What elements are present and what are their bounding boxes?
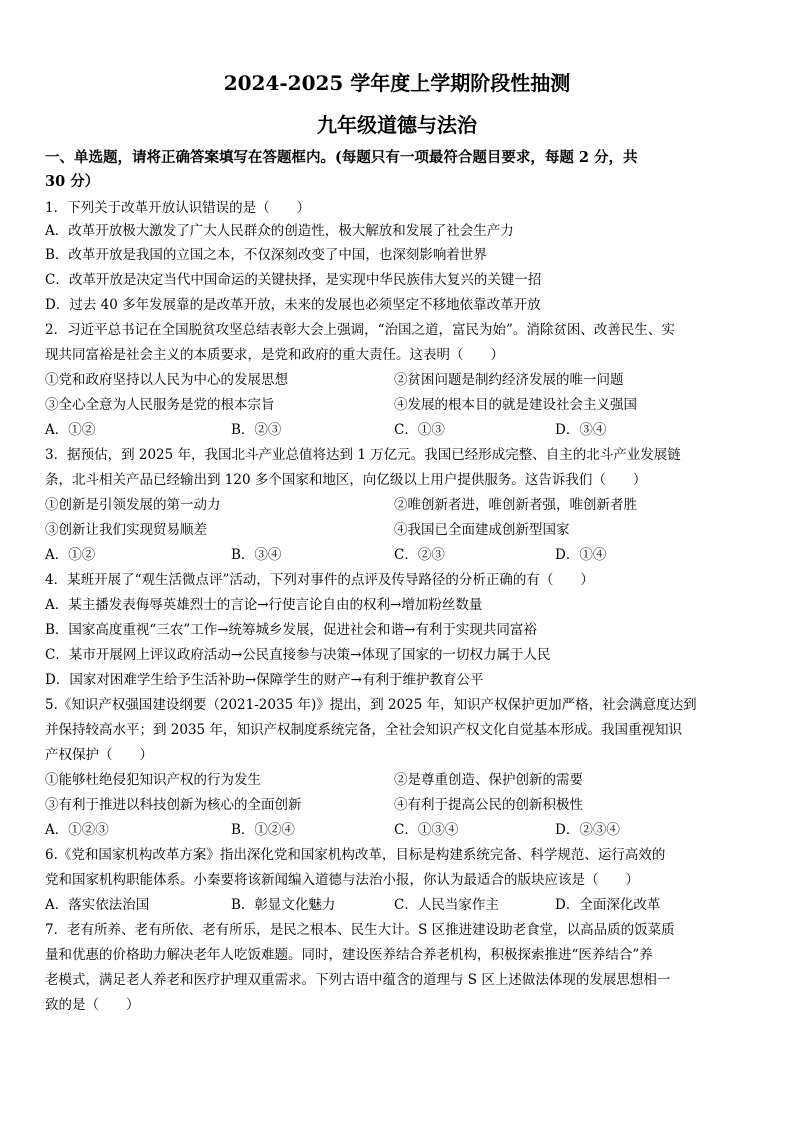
question-2-statement-4: ④发展的根本目的就是建设社会主义强国 [394,397,637,413]
question-2-statement-2: ②贫困问题是制约经济发展的唯一问题 [394,372,624,388]
question-7-stem-cont: 量和优惠的价格助力解决老年人吃饭难题。同时，建设医养结合养老机构，积极探索推进“医养结合”养 [45,947,653,963]
question-2-option-a: A．①② [45,422,96,438]
question-6-option-c: C．人民当家作主 [394,897,499,913]
question-3-statement-2: ②唯创新者进，唯创新者强，唯创新者胜 [394,497,637,513]
question-2-option-b: B．②③ [231,422,282,438]
question-7-stem-cont-2: 老模式，满足老人养老和医疗护理双重需求。下列古语中蕴含的道理与 S 区上述做法体现的发展思想相一 [45,972,671,988]
question-1-stem: 1．下列关于改革开放认识错误的是（ ） [45,200,311,216]
question-6-stem: 6.《党和国家机构改革方案》指出深化党和国家机构改革，目标是构建系统完备、科学规范、运行高效的 [45,847,666,863]
question-4-option-c: C．某市开展网上评议政府活动→公民直接参与决策→体现了国家的一切权力属于人民 [45,647,551,663]
question-1-option-c: C．改革开放是决定当代中国命运的关键抉择，是实现中华民族伟大复兴的关键一招 [45,272,542,288]
question-4-option-a: A．某主播发表侮辱英雄烈士的言论→行使言论自由的权利→增加粉丝数量 [45,597,483,613]
question-2-option-d: D．③④ [555,422,607,438]
question-5-statement-1: ①能够杜绝侵犯知识产权的行为发生 [45,772,261,788]
question-5-statement-2: ②是尊重创造、保护创新的需要 [394,772,583,788]
question-6-option-d: D．全面深化改革 [555,897,661,913]
question-2-statement-1: ①党和政府坚持以人民为中心的发展思想 [45,372,288,388]
question-5-stem-end: 产权保护（ ） [45,747,153,763]
question-3-stem: 3．据预估，到 2025 年，我国北斗产业总值将达到 1 万亿元。我国已经形成完整、自主的北斗产业发展链 [45,447,681,463]
question-4-stem: 4．某班开展了“观生活微点评”活动，下列对事件的点评及传导路径的分析正确的有（ ） [45,572,594,588]
section-heading: 一、单选题，请将正确答案填写在答题框内。(每题只有一项最符合题目要求，每题 2 分，共 [45,149,638,166]
question-5-option-d: D．②③④ [555,822,620,838]
question-2-statement-3: ③全心全意为人民服务是党的根本宗旨 [45,397,275,413]
question-5-stem-cont: 并保持较高水平；到 2035 年，知识产权制度系统完备，全社会知识产权文化自觉基本形成。我国重视知识 [45,722,682,738]
question-5-option-c: C．①③④ [394,822,459,838]
question-2-stem-cont: 现共同富裕是社会主义的本质要求，是党和政府的重大责任。这表明（ ） [45,347,504,363]
question-1-option-b: B．改革开放是我国的立国之本，不仅深刻改变了中国，也深刻影响着世界 [45,247,487,263]
exam-title: 2024-2025 学年度上学期阶段性抽测 [223,71,571,95]
question-1-option-d: D．过去 40 多年发展靠的是改革开放，未来的发展也必须坚定不移地依靠改革开放 [45,297,541,313]
question-1-option-a: A．改革开放极大激发了广大人民群众的创造性，极大解放和发展了社会生产力 [45,223,514,239]
question-7-stem: 7．老有所养、老有所依、老有所乐，是民之根本、民生大计。S 区推进建设助老食堂，以高品质的饭菜质 [45,922,675,938]
section-heading-cont: 30 分） [45,173,100,190]
question-4-option-d: D．国家对困难学生给予生活补助→保障学生的财产→有利于维护教育公平 [45,672,484,688]
question-3-option-a: A．①② [45,547,96,563]
question-3-statement-4: ④我国已全面建成创新型国家 [394,522,570,538]
question-5-statement-3: ③有利于推进以科技创新为核心的全面创新 [45,797,302,813]
question-4-option-b: B．国家高度重视“三农”工作→统筹城乡发展，促进社会和谐→有利于实现共同富裕 [45,622,537,638]
question-3-option-c: C．②③ [394,547,445,563]
question-3-option-d: D．①④ [555,547,607,563]
question-5-statement-4: ④有利于提高公民的创新积极性 [394,797,583,813]
question-2-stem: 2．习近平总书记在全国脱贫攻坚总结表彰大会上强调，“治国之道，富民为始”。消除贫困、改善民生、实 [45,322,675,338]
question-3-statement-1: ①创新是引领发展的第一动力 [45,497,221,513]
question-6-option-a: A．落实依法治国 [45,897,150,913]
question-5-option-a: A．①②③ [45,822,109,838]
question-7-stem-end: 致的是（ ） [45,997,140,1013]
question-5-option-b: B．①②④ [231,822,295,838]
question-6-stem-cont: 党和国家机构职能体系。小秦要将该新闻编入道德与法治小报，你认为最适合的版块应该是（ ） [45,872,639,888]
question-3-stem-cont: 条，北斗相关产品已经输出到 120 多个国家和地区，向亿级以上用户提供服务。这告诉我们（ ） [45,472,647,488]
exam-subject: 九年级道德与法治 [317,113,477,137]
question-2-option-c: C．①③ [394,422,445,438]
question-5-stem: 5.《知识产权强国建设纲要（2021-2035 年)》提出，到 2025 年，知识产权保护更加严格，社会满意度达到 [45,697,697,713]
question-6-option-b: B．彰显文化魅力 [231,897,336,913]
question-3-option-b: B．③④ [231,547,282,563]
question-3-statement-3: ③创新让我们实现贸易顺差 [45,522,207,538]
